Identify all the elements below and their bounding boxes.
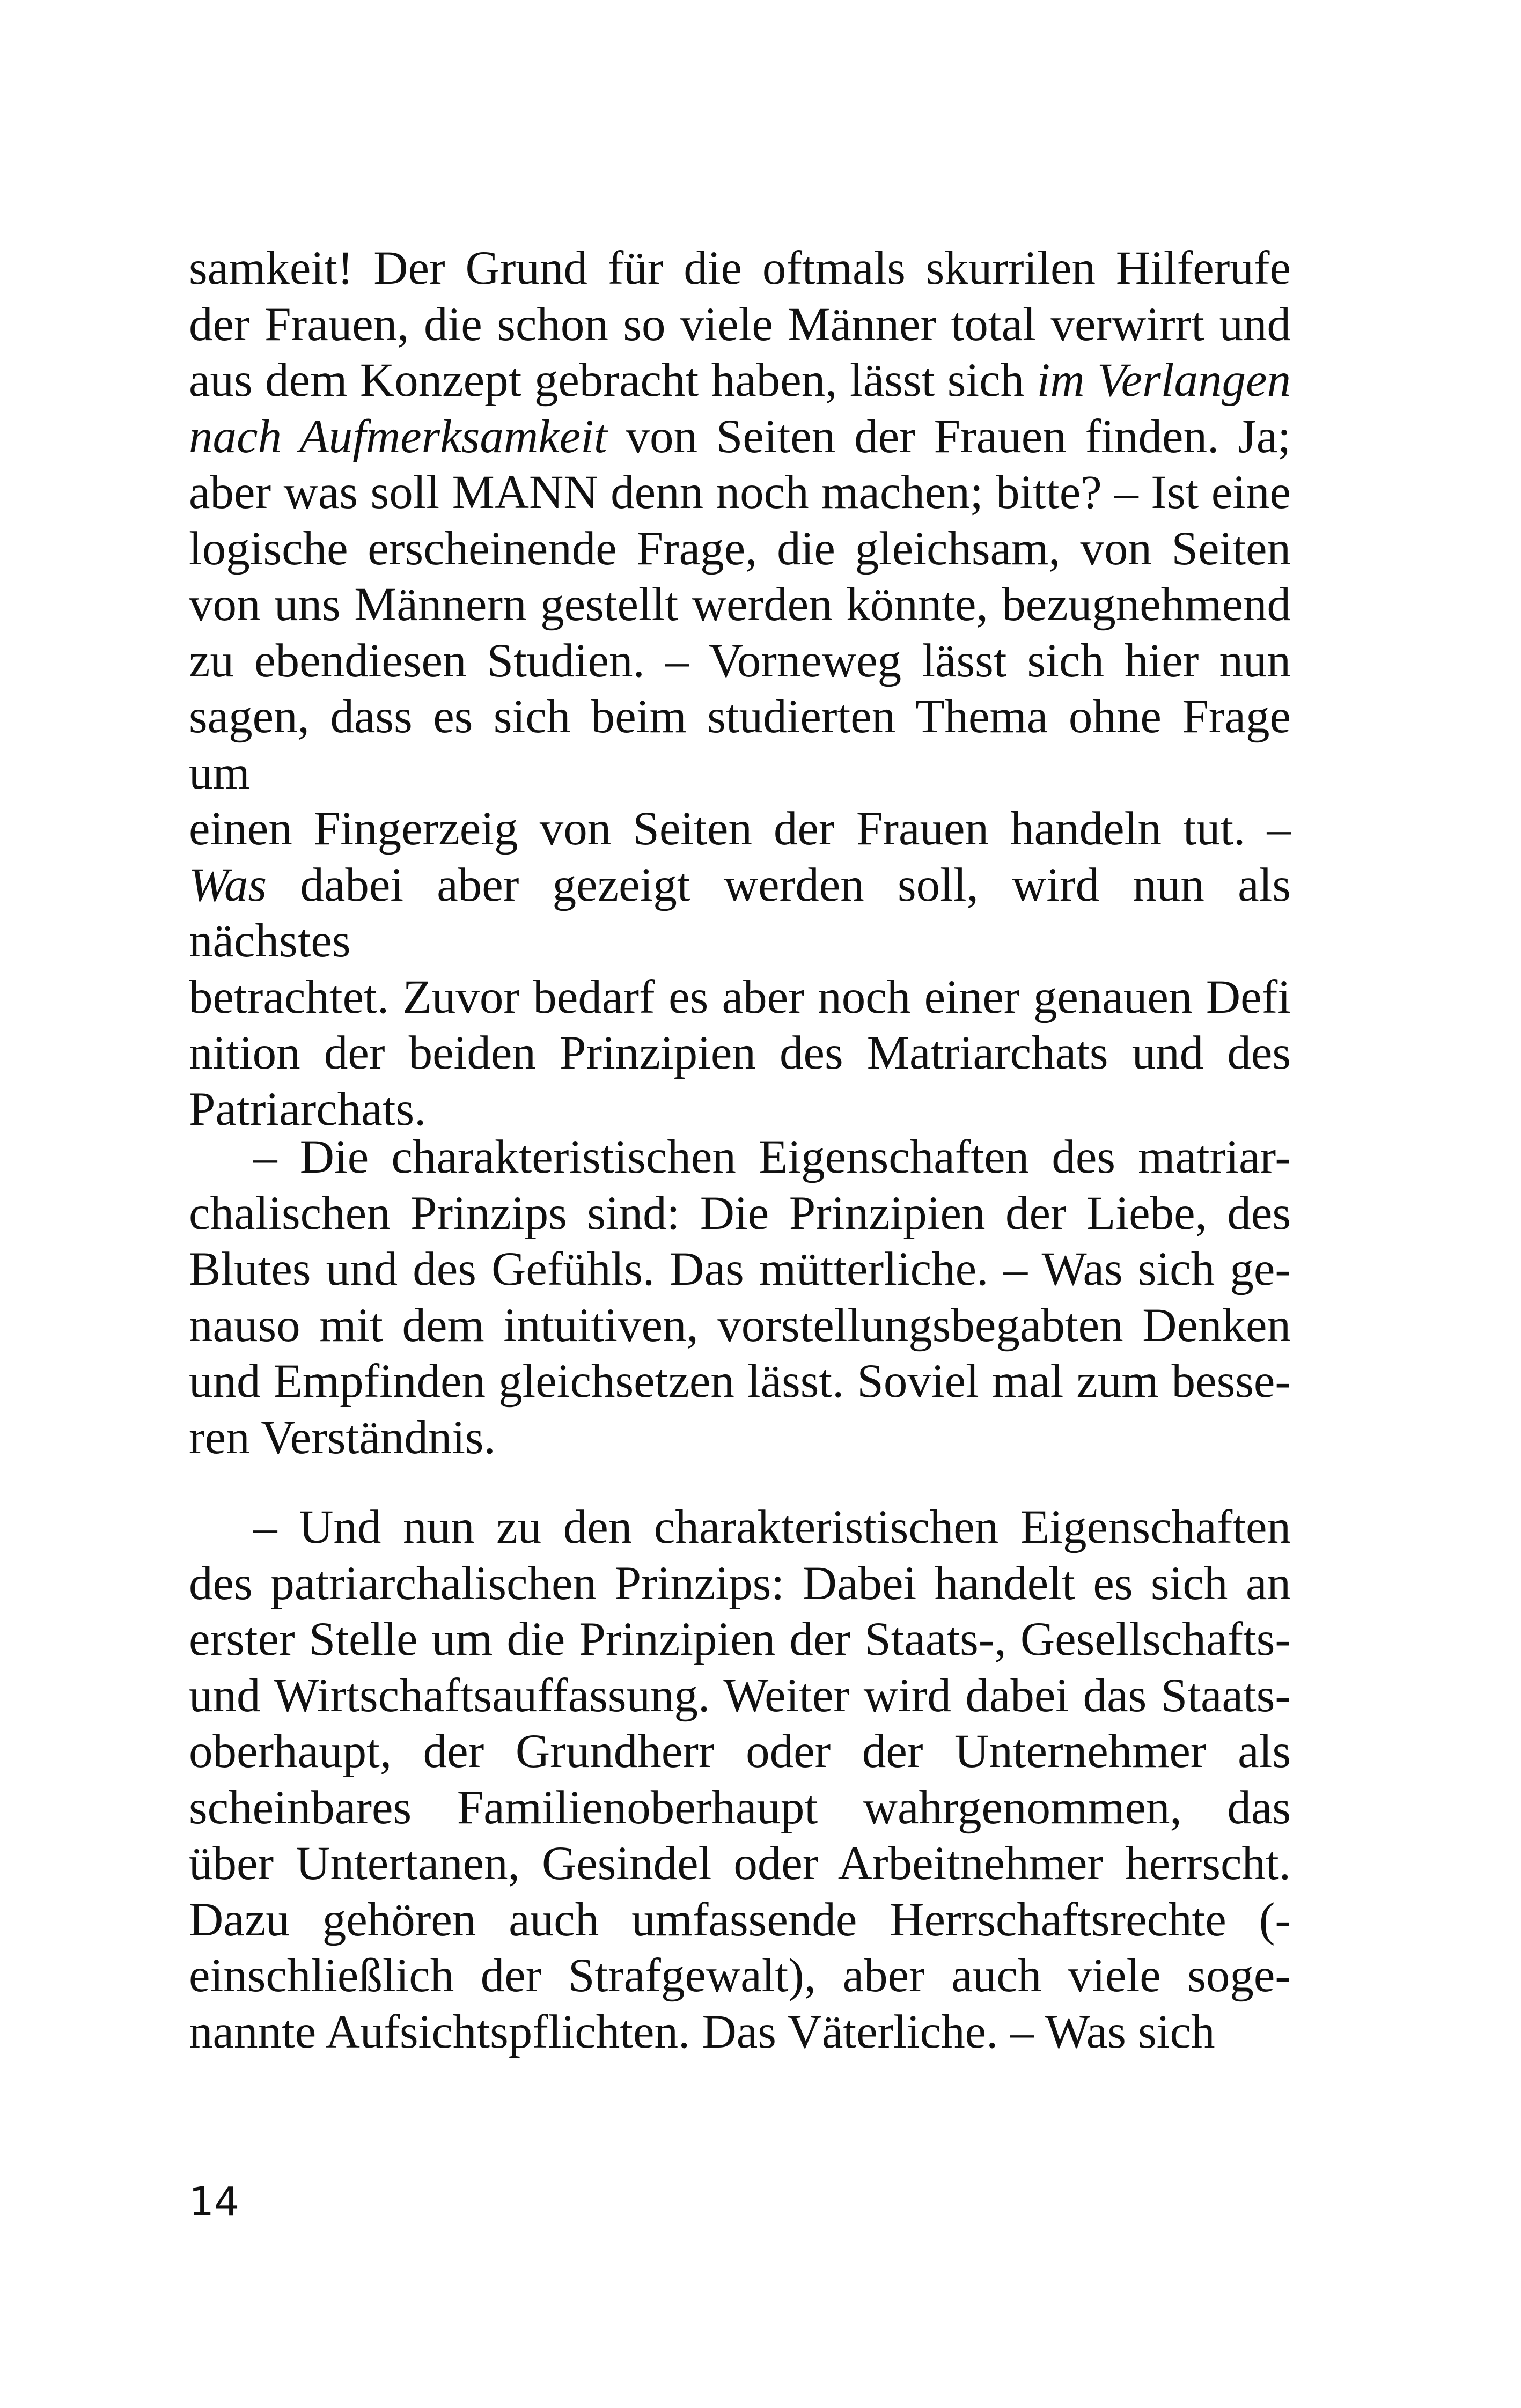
text-segment: scheinbares Familienoberhaupt wahrgenommen, das <box>189 1781 1291 1834</box>
text-segment: einen Fingerzeig von Seiten der Frauen handeln tut. – <box>189 802 1291 855</box>
text-line <box>189 1410 1291 1466</box>
text-line <box>189 1353 1291 1410</box>
text-segment: samkeit! Der Grund für die oftmals skurrilen Hilferufe <box>189 242 1291 294</box>
text-segment: Dazu gehören auch umfassende Herrschaftsrechte (- <box>189 1893 1291 1946</box>
text-line <box>189 689 1291 801</box>
paragraph-2 <box>189 1129 1291 1466</box>
text-segment: aus dem Konzept gebracht haben, lässt sich <box>189 354 1037 407</box>
italic-text-segment: nach Aufmerksamkeit <box>189 410 607 463</box>
text-segment: sagen, dass es sich beim studierten Thema ohne Frage um <box>189 690 1291 799</box>
paragraph-3 <box>189 1499 1291 2060</box>
text-line <box>189 2004 1291 2060</box>
text-segment: von Seiten der Frauen finden. Ja; <box>607 410 1291 463</box>
text-segment: einschließlich der Strafgewalt), aber auch viele soge- <box>189 1949 1291 2002</box>
text-line <box>189 1892 1291 1948</box>
text-segment: – Die charakteristischen Eigenschaften des matriar- <box>253 1131 1291 1183</box>
text-line <box>189 1556 1291 1612</box>
page-number: 14 <box>189 2179 240 2225</box>
text-line <box>189 240 1291 297</box>
text-segment: und Empfinden gleichsetzen lässt. Soviel mal zum besse- <box>189 1355 1291 1408</box>
text-segment: der Frauen, die schon so viele Männer total verwirrt und <box>189 298 1291 351</box>
text-line <box>189 1129 1291 1185</box>
text-line <box>189 409 1291 465</box>
text-segment: von uns Männern gestellt werden könnte, bezugnehmend <box>189 578 1291 631</box>
text-line <box>189 1724 1291 1780</box>
text-line <box>189 297 1291 353</box>
text-line <box>189 577 1291 633</box>
text-segment: nition der beiden Prinzipien des Matriarchats und des <box>189 1027 1291 1079</box>
text-segment: über Untertanen, Gesindel oder Arbeitnehmer herrscht. <box>189 1837 1291 1890</box>
text-segment: Blutes und des Gefühls. Das mütterliche. – Was sich ge- <box>189 1243 1291 1295</box>
text-line <box>189 633 1291 689</box>
text-line <box>189 1948 1291 2004</box>
text-line <box>189 1836 1291 1892</box>
text-segment: dabei aber gezeigt werden soll, wird nun als nächstes <box>189 858 1291 967</box>
text-segment: zu ebendiesen Studien. – Vorneweg lässt sich hier nun <box>189 634 1291 687</box>
text-segment: chalischen Prinzips sind: Die Prinzipien der Liebe, des <box>189 1187 1291 1240</box>
text-line <box>189 857 1291 969</box>
text-line <box>189 969 1291 1026</box>
text-segment: nauso mit dem intuitiven, vorstellungsbegabten Denken <box>189 1299 1291 1352</box>
paragraph-1 <box>189 240 1291 1137</box>
italic-text-segment: im Verlangen <box>1037 354 1291 407</box>
text-segment: logische erscheinende Frage, die gleichsam, von Seiten <box>189 522 1291 575</box>
text-segment: betrachtet. Zuvor bedarf es aber noch einer genauen Defi <box>189 970 1291 1023</box>
text-segment: oberhaupt, der Grundherr oder der Unternehmer als <box>189 1725 1291 1778</box>
text-segment: – Und nun zu den charakteristischen Eigenschaften <box>253 1501 1291 1553</box>
text-line <box>189 1298 1291 1354</box>
text-line <box>189 1668 1291 1724</box>
text-line <box>189 352 1291 409</box>
text-line <box>189 1185 1291 1242</box>
italic-text-segment: Was <box>189 858 267 911</box>
text-segment: aber was soll MANN denn noch machen; bitte? – Ist eine <box>189 466 1291 519</box>
text-segment: nannte Aufsichtspflichten. Das Väterliche. – Was sich <box>189 2005 1215 2058</box>
text-line <box>189 1025 1291 1081</box>
text-line <box>189 1611 1291 1668</box>
text-line <box>189 521 1291 577</box>
text-segment: und Wirtschaftsauffassung. Weiter wird dabei das Staats- <box>189 1669 1291 1722</box>
text-line <box>189 801 1291 857</box>
text-line <box>189 1499 1291 1556</box>
text-segment: des patriarchalischen Prinzips: Dabei handelt es sich an <box>189 1557 1291 1610</box>
text-segment: erster Stelle um die Prinzipien der Staats-, Gesellschafts- <box>189 1613 1291 1666</box>
text-segment: Patriarchats. <box>189 1083 427 1136</box>
text-segment: ren Verständnis. <box>189 1411 496 1464</box>
text-line <box>189 465 1291 521</box>
text-line <box>189 1241 1291 1298</box>
text-line <box>189 1780 1291 1836</box>
